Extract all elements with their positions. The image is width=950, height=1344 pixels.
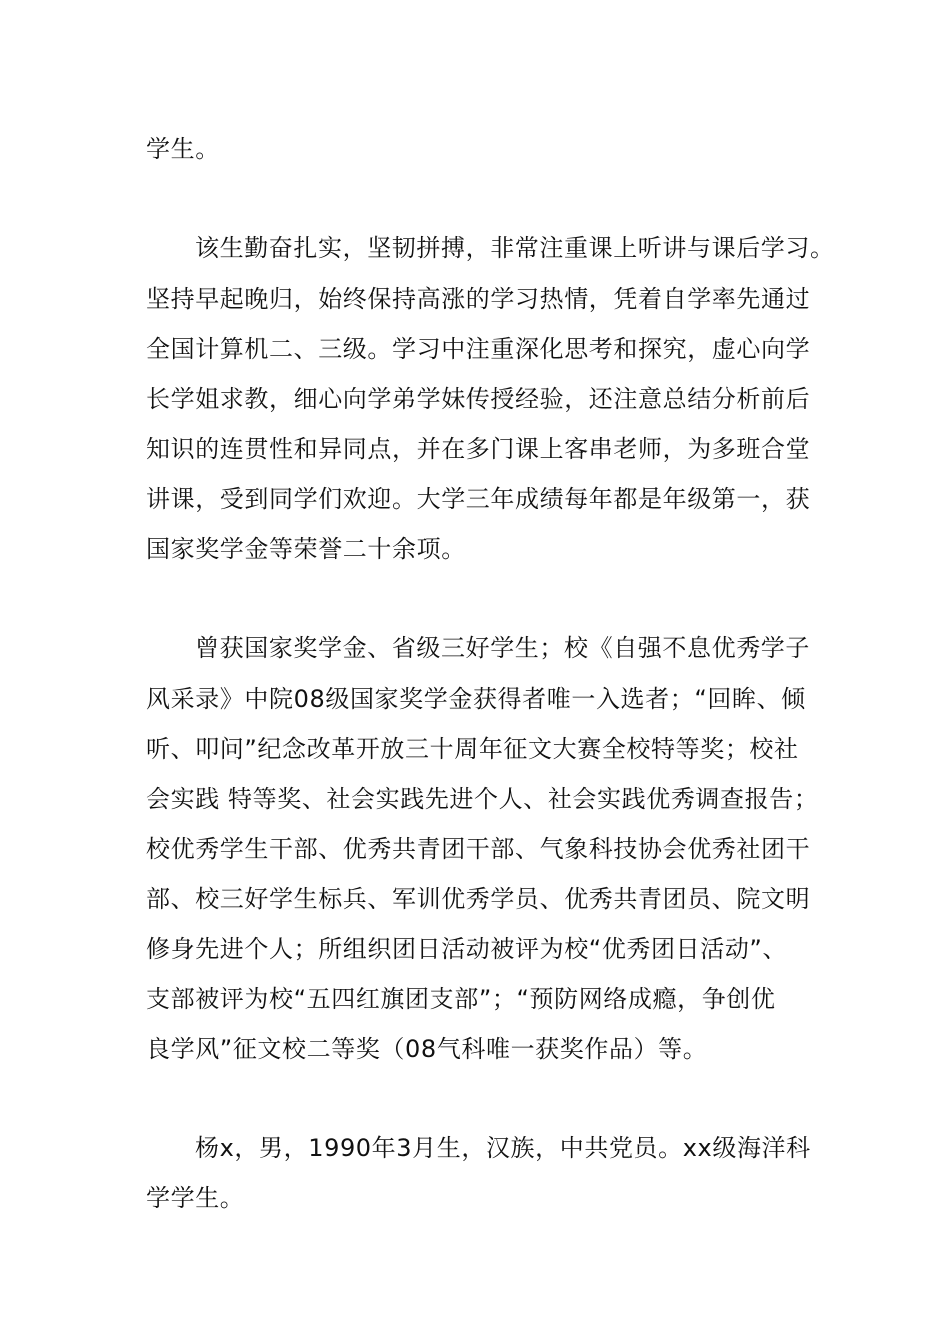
paragraph-line: 该生勤奋扎实，坚韧拼搏，非常注重课上听讲与课后学习。: [195, 234, 835, 262]
paragraph-line: 学学生。: [146, 1184, 245, 1212]
paragraph-line: 全国计算机二、三级。学习中注重深化思考和探究，虚心向学: [146, 335, 811, 363]
paragraph-line: 曾获国家奖学金、省级三好学生；校《自强不息优秀学子: [195, 634, 810, 662]
paragraph-line: 风采录》中院08级国家奖学金获得者唯一入选者；“回眸、倾: [146, 685, 806, 713]
paragraph-line: 听、叩问”纪念改革开放三十周年征文大赛全校特等奖；校社: [146, 735, 799, 763]
paragraph-line: 坚持早起晚归，始终保持高涨的学习热情，凭着自学率先通过: [146, 285, 811, 313]
paragraph-line: 学生。: [146, 135, 220, 163]
paragraph-line: 良学风”征文校二等奖（08气科唯一获奖作品）等。: [146, 1035, 708, 1063]
paragraph-line: 长学姐求教，细心向学弟学妹传授经验，还注意总结分析前后: [146, 385, 811, 413]
paragraph-line: 修身先进个人；所组织团日活动被评为校“优秀团日活动”、: [146, 935, 788, 963]
paragraph-line: 校优秀学生干部、优秀共青团干部、气象科技协会优秀社团干: [146, 835, 811, 863]
paragraph-line: 会实践 特等奖、社会实践先进个人、社会实践优秀调查报告；: [146, 785, 819, 813]
paragraph-line: 支部被评为校“五四红旗团支部”；“预防网络成瘾，争创优: [146, 985, 776, 1013]
paragraph-line: 杨x，男，1990年3月生，汉族，中共党员。xx级海洋科: [195, 1134, 811, 1162]
paragraph-line: 讲课，受到同学们欢迎。大学三年成绩每年都是年级第一，获: [146, 485, 811, 513]
paragraph-line: 国家奖学金等荣誉二十余项。: [146, 535, 466, 563]
paragraph-line: 知识的连贯性和异同点，并在多门课上客串老师，为多班合堂: [146, 435, 811, 463]
paragraph-line: 部、校三好学生标兵、军训优秀学员、优秀共青团员、院文明: [146, 885, 811, 913]
